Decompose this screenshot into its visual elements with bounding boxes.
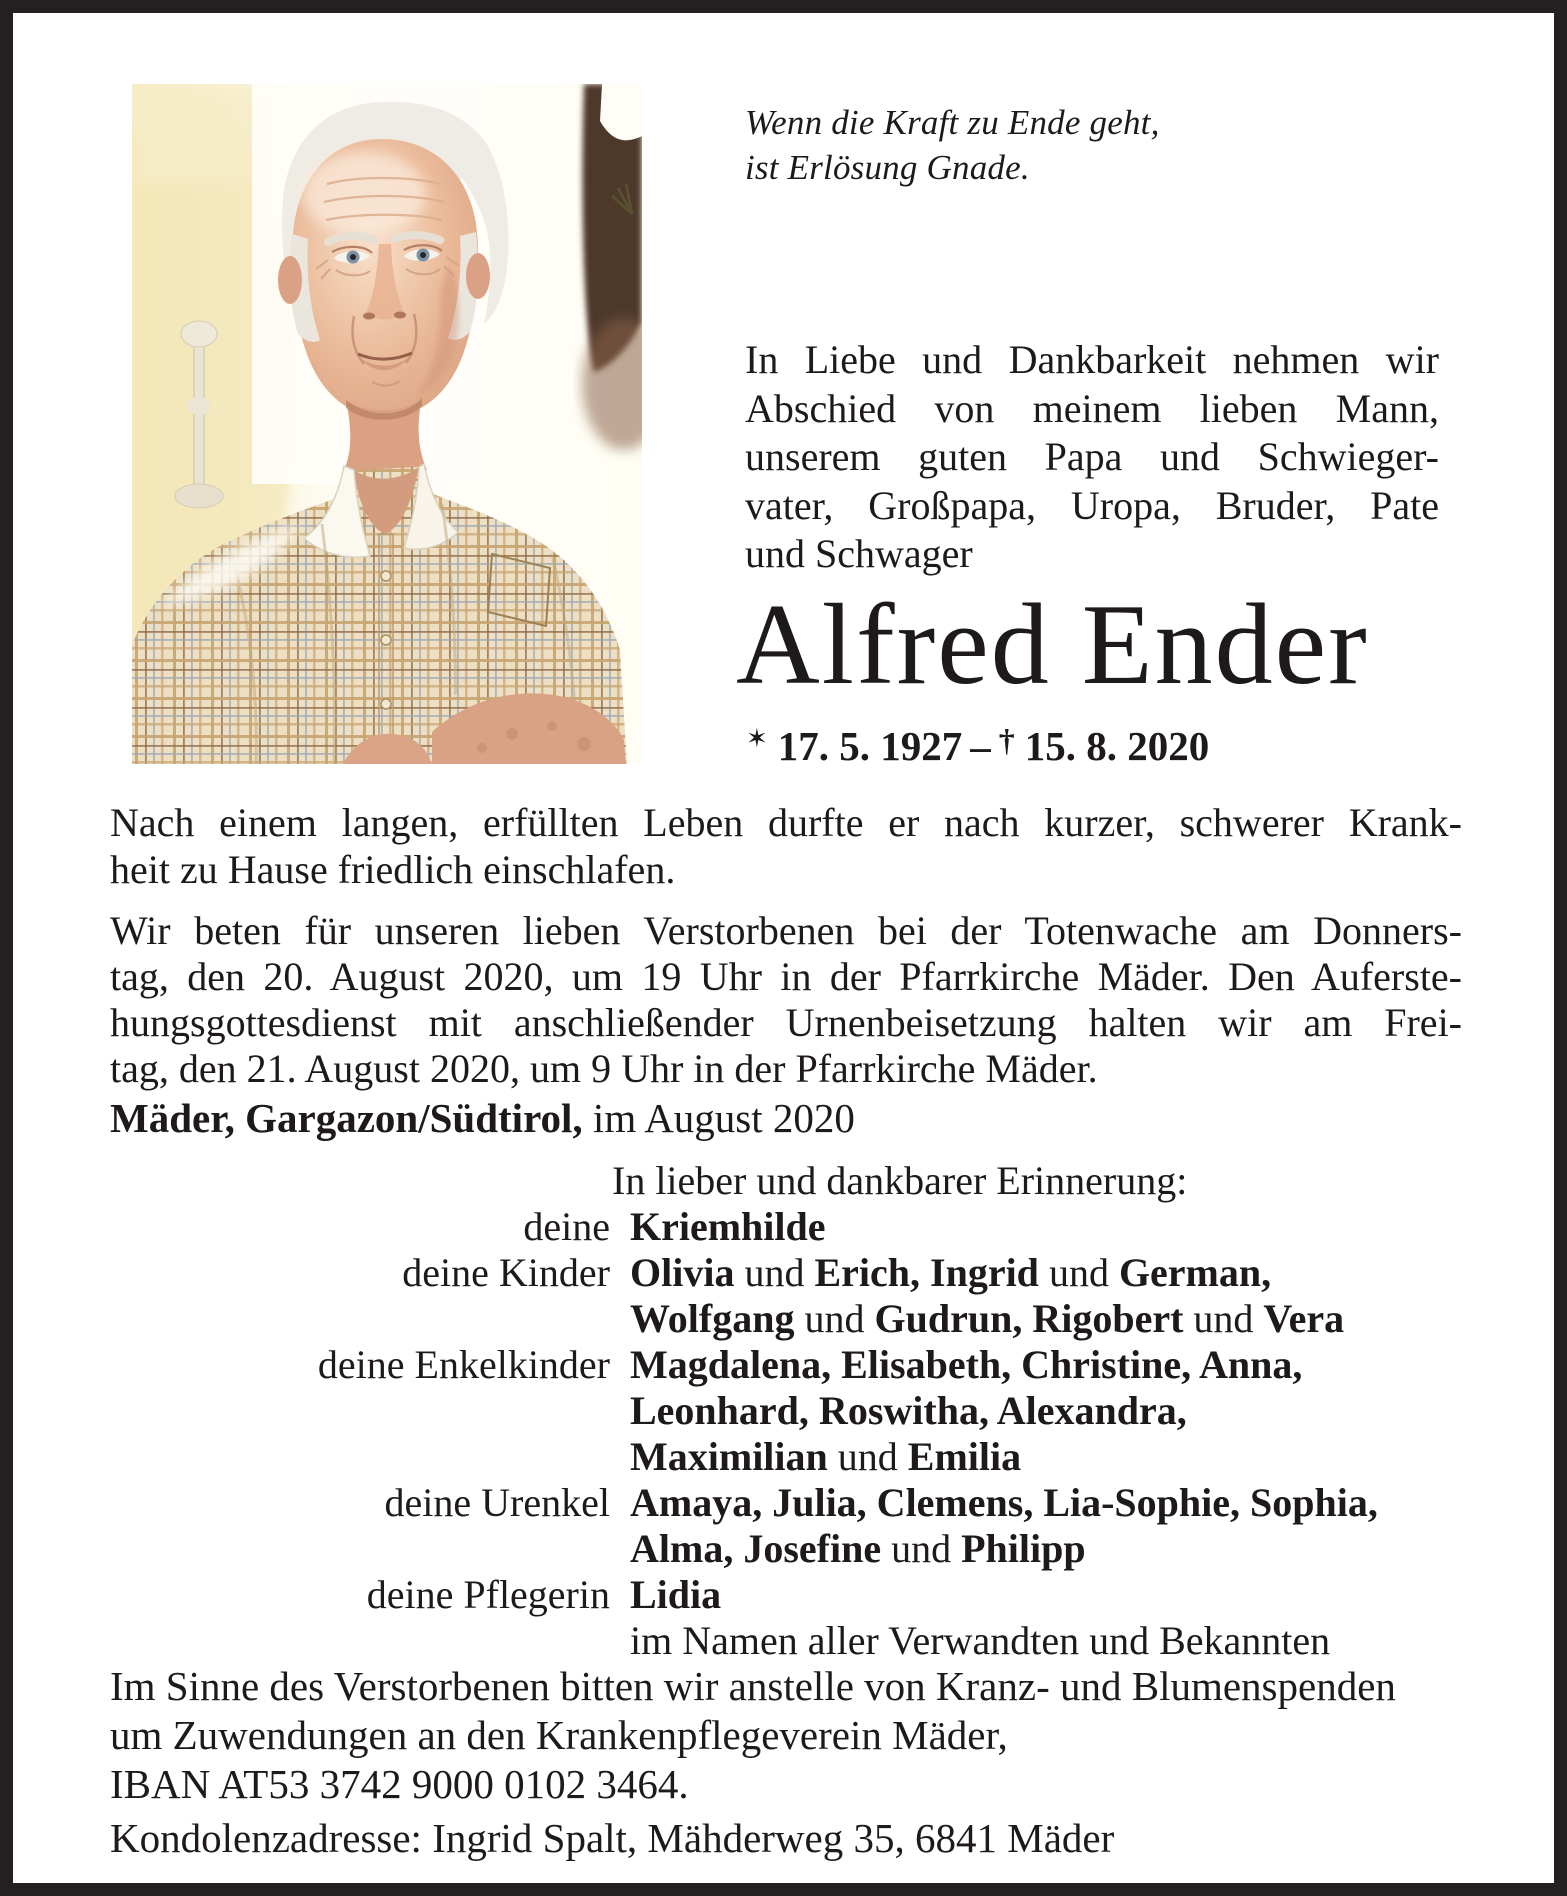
relation-label: deine Kinder <box>402 1250 610 1295</box>
names-line: im Namen aller Verwandten und Bekannten <box>630 1618 1331 1663</box>
relation-label: deine <box>523 1204 610 1249</box>
remembrance-section <box>110 1158 1470 1664</box>
text-line: Wenn die Kraft zu Ende geht, <box>745 103 1160 142</box>
text-line: IBAN AT53 3742 9000 0102 3464. <box>110 1761 689 1807</box>
death-date: 15. 8. 2020 <box>1024 723 1210 769</box>
dateline-place: Mäder, Gargazon/Südtirol, <box>110 1095 583 1141</box>
dates-separator: – <box>970 723 991 769</box>
death-announcement <box>110 799 1462 893</box>
remembrance-row <box>110 1618 1470 1664</box>
text-line: Nach einem langen, erfüllten Leben durfte er nach kurzer, schwerer Krank- <box>110 800 1462 845</box>
donation-note <box>110 1662 1470 1809</box>
relation-names <box>630 1480 1470 1572</box>
portrait-photo <box>132 84 642 764</box>
service-details <box>110 908 1462 1092</box>
text-line: unserem guten Papa und Schwieger- <box>745 434 1439 479</box>
names-line: Kriemhilde <box>630 1204 826 1249</box>
relation-label: deine Urenkel <box>384 1480 610 1525</box>
relation-names <box>630 1204 1470 1250</box>
text-line: um Zuwendungen an den Krankenpflegeverein Mäder, <box>110 1712 1008 1758</box>
deceased-name: Alfred Ender <box>736 581 1369 709</box>
text-line: Abschied von meinem lieben Mann, <box>745 385 1439 431</box>
text-line: tag, den 21. August 2020, um 9 Uhr in der Pfarrkirche Mäder. <box>110 1046 1098 1091</box>
remembrance-row <box>110 1572 1470 1618</box>
birth-star-icon: ✶ <box>746 724 768 754</box>
portrait-photo-illustration <box>132 84 642 764</box>
remembrance-row <box>110 1250 1470 1342</box>
place-dateline <box>110 1094 855 1142</box>
names-line: Wolfgang und Gudrun, Rigobert und Vera <box>630 1296 1345 1341</box>
text-line: vater, Großpapa, Uropa, Bruder, Pate <box>745 482 1439 528</box>
text-line: Im Sinne des Verstorbenen bitten wir anstelle von Kranz- und Blumenspenden <box>110 1663 1396 1709</box>
remembrance-row <box>110 1480 1470 1572</box>
text-line: hungsgottesdienst mit anschließender Urnenbeisetzung halten wir am Frei- <box>110 1000 1462 1045</box>
names-line: Lidia <box>630 1572 722 1617</box>
condolence-address: Kondolenzadresse: Ingrid Spalt, Mähderweg 35, 6841 Mäder <box>110 1815 1115 1861</box>
text-line: ist Erlösung Gnade. <box>745 148 1030 187</box>
relation-names <box>630 1572 1470 1618</box>
text-line: tag, den 20. August 2020, um 19 Uhr in der Pfarrkirche Mäder. Den Auferste- <box>110 954 1462 999</box>
text-line: In Liebe und Dankbarkeit nehmen wir <box>745 337 1439 382</box>
names-line: Magdalena, Elisabeth, Christine, Anna, <box>630 1342 1303 1387</box>
relation-label: deine Pflegerin <box>366 1572 610 1617</box>
life-dates <box>746 722 1209 770</box>
names-line: Leonhard, Roswitha, Alexandra, <box>630 1388 1187 1433</box>
remembrance-heading: In lieber und dankbarer Erinnerung: <box>612 1158 1188 1203</box>
names-line: Alma, Josefine und Philipp <box>630 1526 1086 1571</box>
birth-date: 17. 5. 1927 <box>777 723 963 769</box>
names-line: Maximilian und Emilia <box>630 1434 1022 1479</box>
relation-names <box>630 1618 1470 1664</box>
epigraph-quote <box>745 100 1160 190</box>
text-line: heit zu Hause friedlich einschlafen. <box>110 847 676 892</box>
remembrance-row <box>110 1204 1470 1250</box>
remembrance-row <box>110 1342 1470 1480</box>
dateline-date: im August 2020 <box>592 1095 855 1141</box>
death-cross-icon: † <box>998 722 1015 758</box>
text-line: und Schwager <box>745 531 973 576</box>
intro-text <box>745 336 1439 579</box>
remembrance-rows <box>110 1204 1470 1664</box>
names-line: Amaya, Julia, Clemens, Lia-Sophie, Sophia, <box>630 1480 1378 1525</box>
relation-names <box>630 1342 1470 1480</box>
relation-label: deine Enkelkinder <box>317 1342 610 1387</box>
names-line: Olivia und Erich, Ingrid und German, <box>630 1250 1272 1295</box>
relation-names <box>630 1250 1470 1342</box>
text-line: Wir beten für unseren lieben Verstorbenen bei der Totenwache am Donners- <box>110 908 1462 953</box>
